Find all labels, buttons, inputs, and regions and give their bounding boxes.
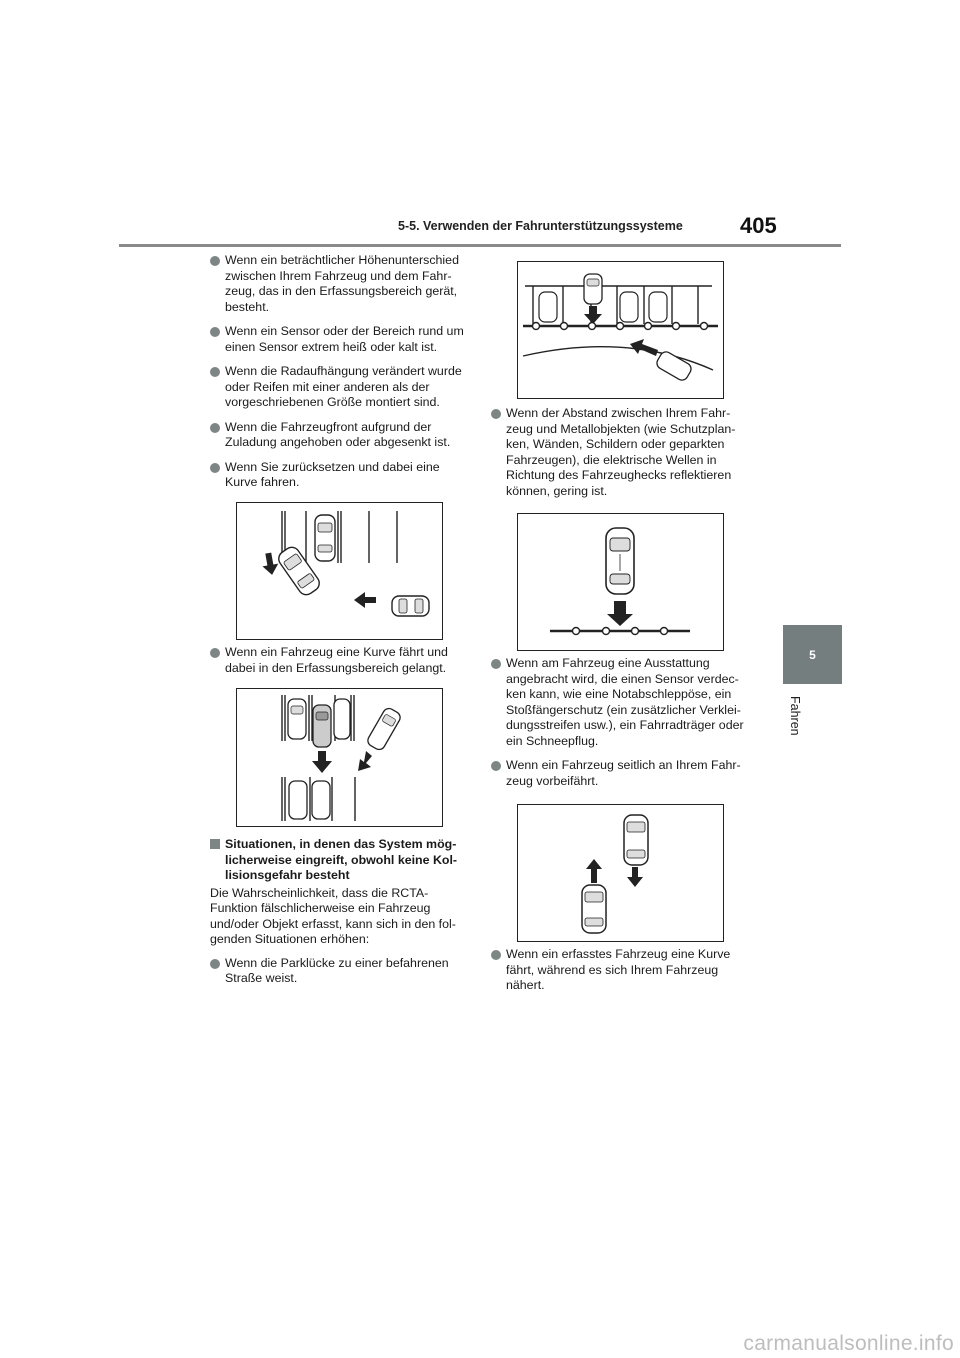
bullet-dot-icon	[210, 367, 220, 377]
arrow-up-left-icon	[630, 339, 658, 356]
arrow-down-icon	[312, 751, 332, 773]
bullet-item: Wenn am Fahrzeug eine Ausstattung angebracht wird, die einen Sensor verdec-ken kann, wie eine Notabschleppöse, ein Stoßfängerschutz (ein zusätzlicher Verklei-dungsstreifen usw.), ein Fahrradträger oder ein Schneepflug.	[491, 656, 753, 749]
left-column	[210, 253, 472, 500]
header-divider	[119, 244, 841, 247]
metal-barrier	[523, 323, 718, 330]
figure-metal-objects	[517, 513, 724, 651]
figure-reverse-turning	[236, 502, 443, 640]
bullet-dot-icon	[210, 423, 220, 433]
arrow-down-icon	[260, 552, 280, 576]
vehicle-turning-in-illustration	[237, 689, 442, 826]
arrow-down-icon	[627, 867, 643, 887]
own-car-icon	[313, 705, 331, 747]
bullet-item: Wenn die Parklücke zu einer befahrenen Straße weist.	[210, 956, 472, 987]
bullet-item: Wenn ein Sensor oder der Bereich rund um einen Sensor extrem heiß oder kalt ist.	[210, 324, 472, 355]
passing-car-icon	[655, 350, 693, 383]
figure-vehicle-turning-in	[236, 688, 443, 827]
bullet-item: Wenn ein Fahrzeug eine Kurve fährt und dabei in den Erfassungsbereich gelangt.	[210, 645, 472, 676]
bullet-dot-icon	[491, 761, 501, 771]
left-column-bottom	[210, 830, 472, 996]
own-car-icon	[624, 815, 648, 865]
passing-car-icon	[582, 885, 606, 933]
right-column-top	[491, 406, 753, 508]
approaching-car-icon	[392, 596, 429, 616]
bullet-dot-icon	[491, 659, 501, 669]
bullet-item: Wenn der Abstand zwischen Ihrem Fahr-zeug und Metallobjekten (wie Schutzplan-ken, Wänden, Schildern oder geparkten Fahrzeugen), die elektrische Wellen in Richtung des Fahrzeughecks reflektieren können, gering ist.	[491, 406, 753, 499]
section-heading: Situationen, in denen das System mög-licherweise eingreift, obwohl keine Kol-lisionsgefahr besteht	[210, 837, 472, 884]
bullet-item: Wenn ein Fahrzeug seitlich an Ihrem Fahr-zeug vorbeifährt.	[491, 758, 753, 789]
metal-objects-illustration	[518, 514, 723, 650]
watermark: carmanualsonline.info	[743, 1332, 954, 1355]
vehicle-passing-illustration	[518, 805, 723, 941]
left-column-mid	[210, 645, 472, 685]
arrow-down-icon	[607, 601, 633, 626]
bullet-item: Wenn ein erfasstes Fahrzeug eine Kurve fährt, während es sich Ihrem Fahrzeug nähert.	[491, 947, 753, 994]
bullet-dot-icon	[210, 648, 220, 658]
bullet-dot-icon	[210, 327, 220, 337]
page-number: 405	[740, 213, 777, 238]
section-title: 5-5. Verwenden der Fahrunterstützungssysteme	[398, 219, 683, 233]
bullet-dot-icon	[491, 950, 501, 960]
bullet-item: Wenn Sie zurücksetzen und dabei eine Kurve fahren.	[210, 460, 472, 491]
metal-barrier	[550, 628, 690, 635]
chapter-number-tab: 5	[783, 625, 842, 684]
parked-car-icon	[288, 699, 306, 739]
figure-vehicle-passing	[517, 804, 724, 942]
bullet-dot-icon	[491, 409, 501, 419]
parked-car-icon	[334, 699, 350, 739]
arrow-left-icon	[354, 592, 376, 608]
bullet-dot-icon	[210, 463, 220, 473]
arrow-down-icon	[584, 306, 602, 324]
bullet-item: Wenn ein beträchtlicher Höhenunterschied zwischen Ihrem Fahrzeug und dem Fahr-zeug, das in den Erfassungsbereich gerät, besteht.	[210, 253, 472, 315]
chapter-name: Fahren	[788, 696, 802, 736]
bullet-dot-icon	[210, 256, 220, 266]
bullet-item: Wenn die Radaufhängung verändert wurde oder Reifen mit einer anderen als der vorgeschriebenen Größe montiert sind.	[210, 364, 472, 411]
section-paragraph: Die Wahrscheinlichkeit, dass die RCTA-Funktion fälschlicherweise ein Fahrzeug und/oder Objekt erfasst, kann sich in den fol-genden Situationen erhöhen:	[210, 885, 456, 946]
arrow-down-left-icon	[358, 751, 372, 771]
heading-square-icon	[210, 839, 220, 849]
right-column-bottom	[491, 947, 753, 1003]
parked-car-icon	[539, 292, 667, 322]
parking-facing-road-illustration	[518, 262, 723, 398]
turning-car-icon	[366, 706, 403, 751]
reverse-turning-illustration	[237, 503, 442, 639]
figure-parking-facing-road	[517, 261, 724, 399]
bullet-dot-icon	[210, 959, 220, 969]
own-car-icon	[584, 274, 602, 304]
arrow-up-icon	[586, 859, 602, 883]
bullet-item: Wenn die Fahrzeugfront aufgrund der Zuladung angehoben oder abgesenkt ist.	[210, 420, 472, 451]
parked-car-icon	[315, 515, 335, 561]
own-car-icon	[606, 528, 634, 594]
right-column-mid	[491, 656, 753, 798]
